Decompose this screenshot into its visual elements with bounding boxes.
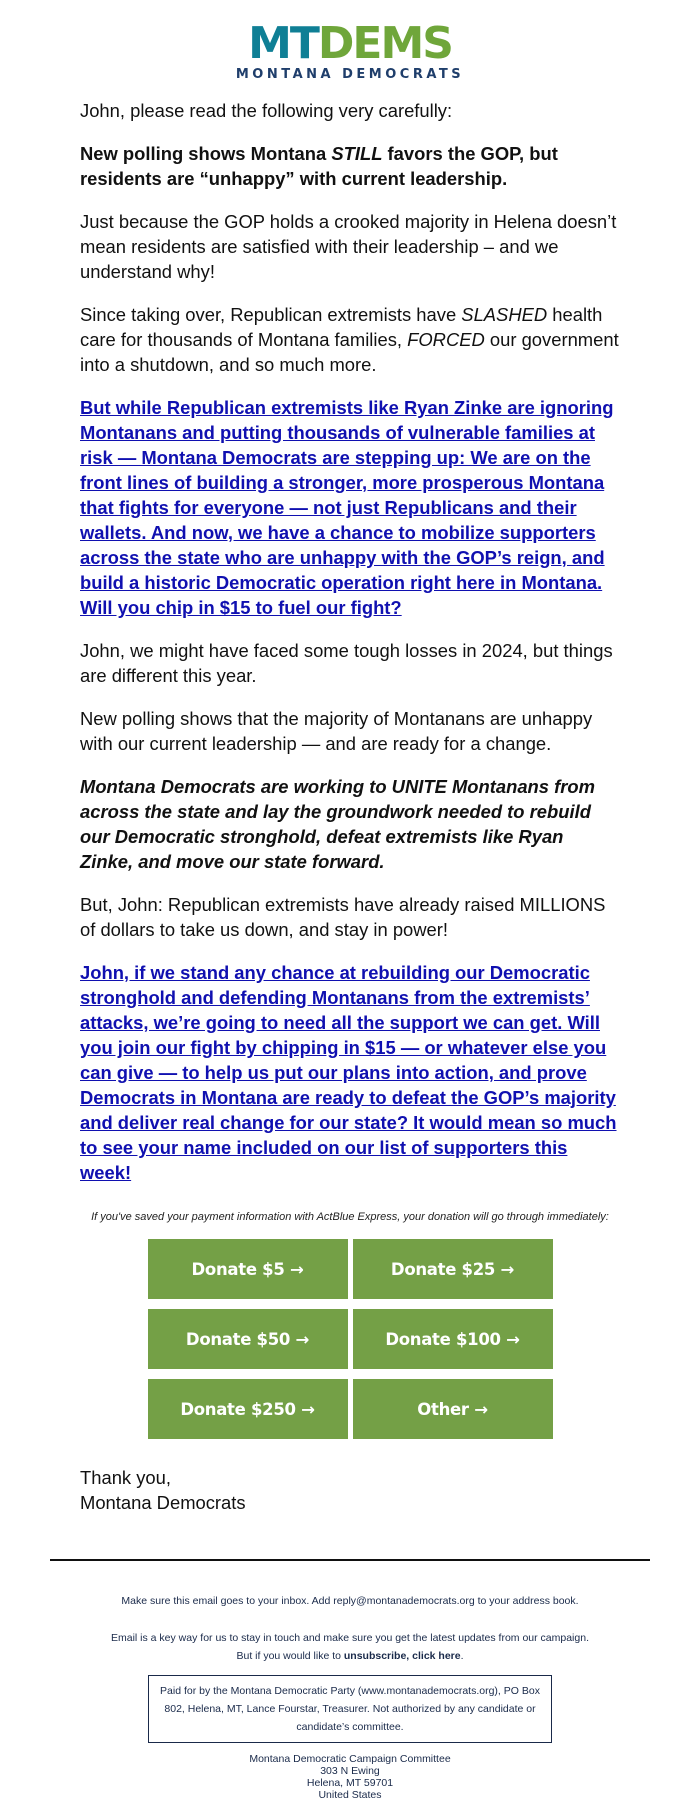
footer — [0, 1595, 700, 1801]
footer-email-line: Email is a key way for us to stay in touch and make sure you get the latest updates from our campaign. — [111, 1632, 589, 1644]
p2-text-a: Since taking over, Republican extremists have — [80, 304, 462, 325]
email-body — [0, 98, 700, 1515]
paragraph-crooked-majority: Just because the GOP holds a crooked majority in Helena doesn’t mean residents are satisfied with their leadership – and we understand why! — [80, 211, 617, 282]
p2-text-c: our government into a shutdown, and so much more. — [80, 329, 619, 375]
paragraph-unite-montanans: Montana Democrats are working to UNITE Montanans from across the state and lay the groundwork needed to rebuild our Democratic stronghold, defeat extremists like Ryan Zinke, and move our state forward. — [80, 776, 596, 872]
donate-other-button[interactable]: Other → — [353, 1379, 553, 1439]
paragraph-raised-millions: But, John: Republican extremists have already raised MILLIONS of dollars to take us down, and stay in power! — [80, 894, 606, 940]
footer-unsubscribe-line — [0, 1647, 700, 1665]
footer-divider — [50, 1559, 650, 1561]
unsubscribe-link[interactable]: unsubscribe, click here — [343, 1650, 461, 1662]
footer-email-note — [0, 1629, 700, 1665]
headline-emphasis: STILL — [331, 143, 383, 164]
address-line: 303 N Ewing — [320, 1765, 380, 1777]
headline — [80, 141, 620, 191]
donate-100-button[interactable]: Donate $100 → — [353, 1309, 553, 1369]
paid-for-box: Paid for by the Montana Democratic Party (www.montanademocrats.org), PO Box 802, Helena, MT, Lance Fourstar, Treasurer. Not authorized by any candidate or candidate’s committee. — [148, 1675, 552, 1743]
p2-emphasis-forced: FORCED — [407, 329, 485, 350]
cta-link-chip-in[interactable]: But while Republican extremists like Ryan Zinke are ignoring Montanans and putting thousands of vulnerable families at risk — Montana Democrats are stepping up: We are on the front lines of building a stronger, more prosperous Montana that fights for everyone — not just Republicans and their wallets. And now, we have a chance to mobilize supporters across the state who are unhappy with the GOP’s reign, and build a historic Democratic operation right here in Montana. Will you chip in $15 to fuel our fight? — [80, 397, 614, 618]
donate-50-button[interactable]: Donate $50 → — [148, 1309, 348, 1369]
logo-wordmark — [0, 18, 700, 69]
headline-part-2: favors the GOP, but residents are “unhappy” with current leadership. — [80, 143, 558, 189]
logo-mt-text: MT — [248, 18, 318, 69]
donate-250-button[interactable]: Donate $250 → — [148, 1379, 348, 1439]
unsubscribe-prefix: But if you would like to — [236, 1650, 344, 1662]
cta-paragraph-2 — [80, 960, 620, 1185]
signoff — [80, 1465, 620, 1515]
address-line: United States — [318, 1789, 382, 1801]
actblue-note: If you've saved your payment information with ActBlue Express, your donation will go through immediately: — [91, 1211, 609, 1223]
signoff-sender: Montana Democrats — [80, 1492, 246, 1513]
paragraph-new-polling: New polling shows that the majority of Montanans are unhappy with our current leadership — and are ready for a change. — [80, 708, 593, 754]
unsubscribe-suffix: . — [460, 1650, 464, 1662]
paragraph-tough-losses: John, we might have faced some tough losses in 2024, but things are different this year. — [80, 640, 613, 686]
cta-link-join-fight[interactable]: John, if we stand any chance at rebuilding our Democratic stronghold and defending Montanans from the extremists’ attacks, we’re going to need all the support we can get. Will you join our fight by chipping in $15 — or whatever else you can give — to help us put our plans into action, and prove Democrats in Montana are ready to defeat the GOP’s majority and deliver real change for our state? It would mean so much to see your name included on our list of supporters this week! — [80, 962, 617, 1183]
footer-inbox-note: Make sure this email goes to your inbox. Add reply@montanademocrats.org to your address book. — [121, 1595, 579, 1607]
mailing-address — [0, 1753, 700, 1801]
logo — [0, 0, 700, 82]
p2-emphasis-slashed: SLASHED — [461, 304, 548, 325]
logo-dems-text: DEMS — [317, 18, 452, 69]
address-line: Montana Democratic Campaign Committee — [249, 1753, 451, 1765]
donate-25-button[interactable]: Donate $25 → — [353, 1239, 553, 1299]
logo-subtitle: MONTANA DEMOCRATS — [235, 67, 465, 82]
address-line: Helena, MT 59701 — [306, 1777, 394, 1789]
donate-button-grid — [148, 1239, 553, 1439]
signoff-thanks: Thank you, — [80, 1467, 171, 1488]
cta-paragraph-1 — [80, 395, 620, 620]
headline-part-1: New polling shows Montana — [80, 143, 332, 164]
p2-text-b: health care for thousands of Montana families, — [80, 304, 603, 350]
donate-5-button[interactable]: Donate $5 → — [148, 1239, 348, 1299]
paragraph-since-taking-over — [80, 302, 620, 377]
greeting: John, please read the following very carefully: — [80, 100, 453, 121]
